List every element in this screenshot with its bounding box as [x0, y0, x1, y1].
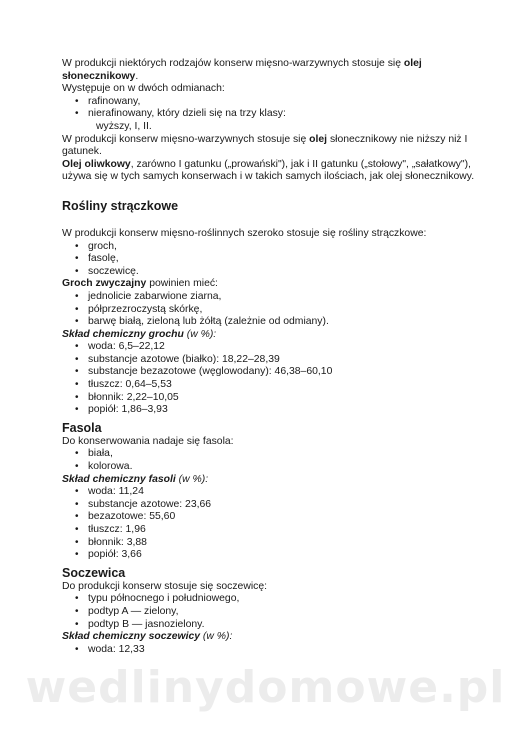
list-item: • typu północnego i południowego, — [88, 593, 482, 606]
list-item: • substancje azotowe: 23,66 — [88, 499, 482, 512]
list-item: • substancje azotowe (białko): 18,22–28,39 — [88, 354, 482, 367]
list-item: • soczewicę. — [88, 266, 482, 279]
heading-fasola: Fasola — [62, 420, 102, 435]
document-page — [62, 58, 482, 656]
list-item: • woda: 12,33 — [88, 644, 482, 657]
intro-paragraph-1 — [62, 58, 482, 83]
legumes-list — [62, 241, 482, 279]
bold-text: Groch zwyczajny — [62, 278, 147, 290]
text: powinien mieć: — [146, 278, 218, 290]
fasola-paragraph: Do konserwowania nadaje się fasola: — [62, 435, 234, 447]
fasola-composition-list — [62, 486, 482, 562]
italic-text: (w %): — [183, 328, 217, 340]
intro-paragraph-2: Występuje on w dwóch odmianach: — [62, 83, 225, 95]
list-item: • substancje bezazotowe (węglowodany): 46,38–60,10 — [88, 366, 482, 379]
intro-paragraph-3 — [62, 134, 482, 159]
oil-types-list — [62, 96, 482, 121]
list-item: • rafinowany, — [88, 96, 482, 109]
italic-text: (w %): — [200, 631, 233, 643]
text: . — [135, 70, 139, 82]
bold-text: Olej oliwkowy — [62, 158, 131, 170]
bold-text: olej — [309, 133, 328, 145]
fasola-composition-title — [62, 474, 482, 487]
soczewica-list — [62, 593, 482, 631]
text: , zarówno I gatunku („prowański"), jak i II gatunku („stołowy", „sałatkowy"), używa się w tych samych konserwach i w takich samych ilościach, jak olej słonecznikowy. — [62, 158, 475, 183]
legumes-paragraph: W produkcji konserw mięsno-roślinnych szeroko stosuje się rośliny strączkowe: — [62, 227, 427, 239]
list-item: • popiół: 3,66 — [88, 549, 482, 562]
list-item: • barwę białą, zieloną lub żółtą (zależnie od odmiany). — [88, 316, 482, 329]
text: słonecznikowy nie niższy niż I gatunek. — [62, 133, 468, 158]
bold-text: olej słonecznikowy — [62, 58, 422, 82]
oil-classes: wyższy, I, II. — [96, 120, 152, 132]
soczewica-paragraph: Do produkcji konserw stosuje się soczewicę: — [62, 580, 268, 592]
list-item: • fasolę, — [88, 253, 482, 266]
list-item: • bezazotowe: 55,60 — [88, 511, 482, 524]
list-item: • błonnik: 2,22–10,05 — [88, 392, 482, 405]
list-item: • nierafinowany, który dzieli się na trzy klasy: — [88, 108, 482, 121]
bold-italic-text: Skład chemiczny fasoli — [62, 473, 176, 485]
soczewica-composition-list — [62, 644, 482, 657]
fasola-list — [62, 448, 482, 473]
watermark: wedlinydomowe.pl — [25, 662, 506, 713]
groch-composition-list — [62, 341, 482, 417]
bold-italic-text: Skład chemiczny soczewicy — [62, 631, 201, 643]
italic-text: (w %): — [175, 473, 209, 485]
groch-composition-title — [62, 329, 482, 342]
intro-paragraph-4 — [62, 159, 482, 184]
list-item: • woda: 6,5–22,12 — [88, 341, 482, 354]
groch-features-list — [62, 291, 482, 329]
list-item: • woda: 11,24 — [88, 486, 482, 499]
soczewica-composition-title — [62, 631, 482, 644]
text: W produkcji niektórych rodzajów konserw mięsno-warzywnych stosuje się — [62, 58, 404, 69]
list-item: • jednolicie zabarwione ziarna, — [88, 291, 482, 304]
heading-legumes: Rośliny strączkowe — [62, 198, 179, 213]
list-item: • tłuszcz: 1,96 — [88, 524, 482, 537]
list-item: • podtyp B — jasnozielony. — [88, 619, 482, 632]
heading-soczewica: Soczewica — [62, 565, 126, 580]
text: W produkcji konserw mięsno-warzywnych stosuje się — [62, 133, 310, 145]
list-item: • półprzezroczystą skórkę, — [88, 304, 482, 317]
bold-italic-text: Skład chemiczny grochu — [62, 328, 184, 340]
list-item: • błonnik: 3,88 — [88, 537, 482, 550]
groch-paragraph — [62, 278, 482, 291]
list-item: • kolorowa. — [88, 461, 482, 474]
list-item: • tłuszcz: 0,64–5,53 — [88, 379, 482, 392]
list-item: • biała, — [88, 448, 482, 461]
list-item: • podtyp A — zielony, — [88, 606, 482, 619]
list-item: • popiół: 1,86–3,93 — [88, 404, 482, 417]
list-item: • groch, — [88, 241, 482, 254]
